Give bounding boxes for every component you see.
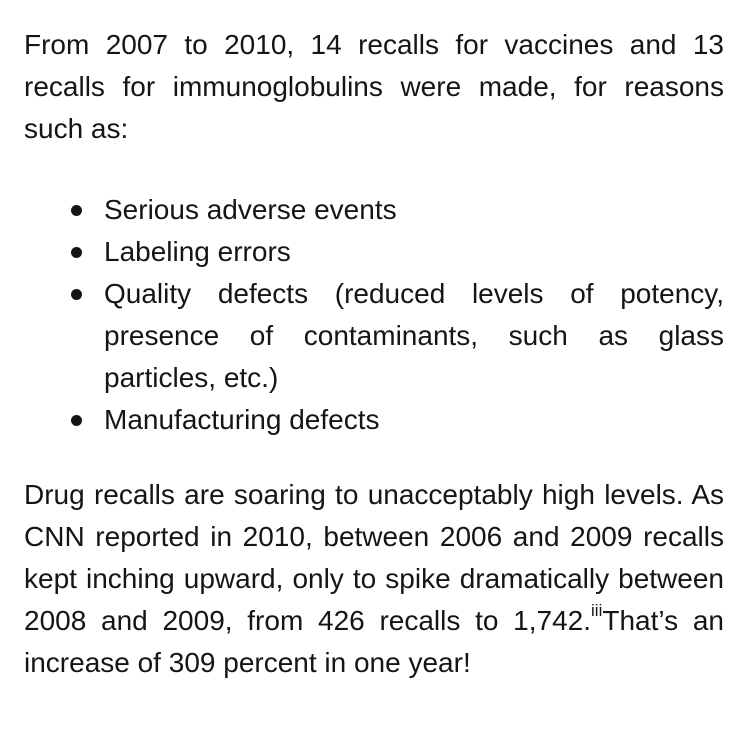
bullet-icon xyxy=(71,205,82,216)
list-item-text: Serious adverse events xyxy=(104,194,397,225)
bullet-icon xyxy=(71,415,82,426)
intro-paragraph: From 2007 to 2010, 14 recalls for vaccines and 13 recalls for immunoglobulins were made, for reasons such as: xyxy=(24,29,724,144)
list-item xyxy=(24,273,724,399)
footnote-marker: iii xyxy=(591,601,603,620)
list-item-text: Labeling errors xyxy=(104,236,291,267)
recalls-increase-text: That’s an increase of 309 percent in one year! xyxy=(24,605,724,678)
recalls-text: Drug recalls are soaring to unacceptably high levels. As CNN reported in 2010, between 2006 and 2009 recalls kept inching upward, only to spike dramatically between 2008 and 2009, from 426 recalls to 1,742. xyxy=(24,479,724,636)
reasons-list xyxy=(24,189,724,441)
list-item-text: Quality defects (reduced levels of potency, presence of contaminants, such as glass particles, etc.) xyxy=(104,278,724,393)
bullet-icon xyxy=(71,289,82,300)
list-item xyxy=(24,189,724,231)
recalls-paragraph xyxy=(24,474,724,684)
list-item xyxy=(24,231,724,273)
list-item-text: Manufacturing defects xyxy=(104,404,380,435)
bullet-icon xyxy=(71,247,82,258)
list-item xyxy=(24,399,724,441)
